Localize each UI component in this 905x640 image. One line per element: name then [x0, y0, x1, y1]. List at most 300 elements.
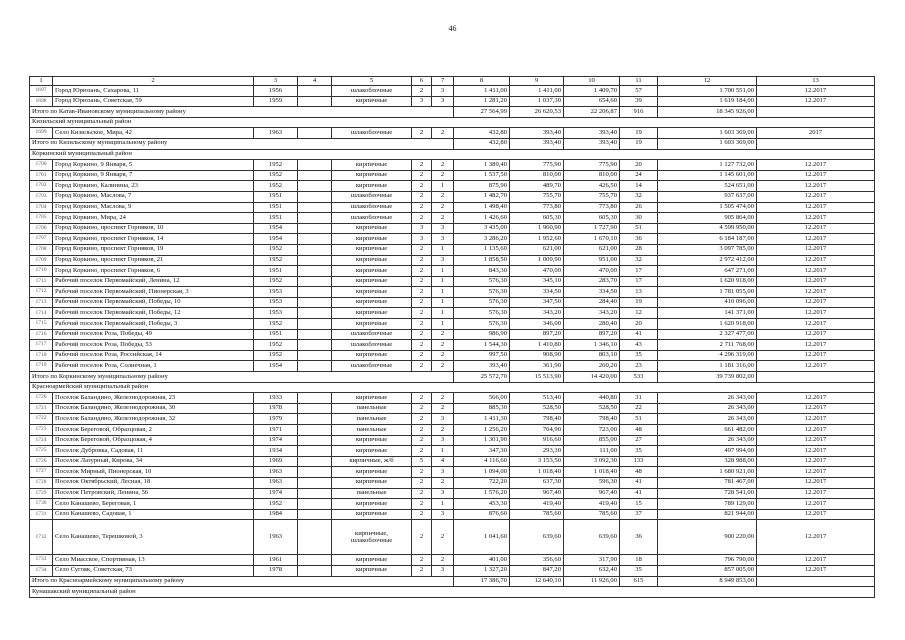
cell-col-10: 393,40: [564, 128, 620, 139]
cell-col-5: кирпичные, ж/б: [332, 456, 412, 467]
table-row: [30, 308, 875, 319]
cell-col-9: 764,90: [510, 425, 564, 436]
cell-col-11: 32: [620, 191, 658, 202]
cell-col-1: 1720: [30, 393, 53, 404]
cell-col-6: 2: [412, 340, 432, 351]
cell-col-8: 843,30: [454, 266, 510, 277]
cell-col-9: 361,90: [510, 361, 564, 372]
cell-col-11: 17: [620, 276, 658, 287]
total-cell-13: [757, 107, 875, 118]
cell-col-2: Село Кизильское, Мира, 42: [53, 128, 254, 139]
cell-col-9: 605,30: [510, 213, 564, 224]
cell-col-5: панельные: [332, 488, 412, 499]
cell-col-7: 1: [432, 181, 454, 192]
column-number-2: 2: [53, 77, 254, 86]
cell-col-4: [298, 477, 332, 488]
cell-col-5: кирпичные: [332, 96, 412, 107]
cell-col-3: 1951: [254, 202, 298, 213]
cell-col-8: 986,90: [454, 329, 510, 340]
cell-col-5: кирпичные: [332, 446, 412, 457]
cell-col-1: 1719: [30, 361, 53, 372]
column-number-4: 4: [298, 77, 332, 86]
cell-col-7: 3: [432, 488, 454, 499]
cell-col-10: 798,40: [564, 414, 620, 425]
cell-col-10: 1 346,10: [564, 340, 620, 351]
cell-col-3: 1961: [254, 555, 298, 566]
cell-col-13: 12.2017: [757, 266, 875, 277]
cell-col-6: 2: [412, 350, 432, 361]
total-cell-8: 17 386,70: [454, 576, 510, 587]
cell-col-11: 15: [620, 499, 658, 510]
cell-col-8: 1 576,20: [454, 488, 510, 499]
cell-col-13: 12.2017: [757, 565, 875, 576]
cell-col-1: 1729: [30, 488, 53, 499]
total-cell-10: 14 420,00: [564, 372, 620, 383]
cell-col-3: 1959: [254, 96, 298, 107]
total-cell-12: 8 949 853,00: [658, 576, 757, 587]
cell-col-7: 3: [432, 509, 454, 520]
total-cell-11: 615: [620, 576, 658, 587]
cell-col-9: 775,90: [510, 160, 564, 171]
cell-col-7: 2: [432, 329, 454, 340]
district-name: Коркинский муниципальный район: [30, 149, 875, 160]
cell-col-7: 1: [432, 319, 454, 330]
cell-col-11: 22: [620, 403, 658, 414]
cell-col-8: 1 411,00: [454, 86, 510, 97]
cell-col-4: [298, 435, 332, 446]
cell-col-3: 1953: [254, 297, 298, 308]
cell-col-1: 1724: [30, 435, 53, 446]
cell-col-12: 661 482,00: [658, 425, 757, 436]
cell-col-11: 20: [620, 160, 658, 171]
cell-col-7: 1: [432, 287, 454, 298]
cell-col-5: кирпичные: [332, 393, 412, 404]
cell-col-10: 1 018,40: [564, 467, 620, 478]
cell-col-3: 1934: [254, 446, 298, 457]
cell-col-4: [298, 96, 332, 107]
cell-col-6: 2: [412, 467, 432, 478]
cell-col-5: кирпичные: [332, 350, 412, 361]
cell-col-1: 1726: [30, 456, 53, 467]
cell-col-5: шлакоблочные: [332, 213, 412, 224]
cell-col-2: Город Коркино, проспект Горняков, 19: [53, 244, 254, 255]
table-row: [30, 191, 875, 202]
cell-col-5: шлакоблочные: [332, 86, 412, 97]
cell-col-5: кирпичные: [332, 170, 412, 181]
cell-col-13: 12.2017: [757, 350, 875, 361]
cell-col-2: Город Юрюзань, Советская, 59: [53, 96, 254, 107]
cell-col-2: Село Миасское, Спортивная, 13: [53, 555, 254, 566]
cell-col-13: 12.2017: [757, 308, 875, 319]
cell-col-7: 2: [432, 425, 454, 436]
district-total-row: [30, 372, 875, 383]
table-row: [30, 244, 875, 255]
cell-col-6: 2: [412, 499, 432, 510]
cell-col-11: 14: [620, 181, 658, 192]
cell-col-5: кирпичные: [332, 499, 412, 510]
cell-col-10: 639,60: [564, 520, 620, 555]
district-section-row: [30, 117, 875, 128]
cell-col-2: Село Канашево, Терешковой, 3: [53, 520, 254, 555]
cell-col-2: Село Канашево, Береговая, 1: [53, 499, 254, 510]
district-total-row: [30, 576, 875, 587]
column-number-6: 6: [412, 77, 432, 86]
cell-col-11: 35: [620, 350, 658, 361]
cell-col-11: 37: [620, 509, 658, 520]
table-row: [30, 477, 875, 488]
cell-col-3: 1963: [254, 477, 298, 488]
cell-col-7: 1: [432, 297, 454, 308]
cell-col-2: Город Коркино, Маслова, 9: [53, 202, 254, 213]
cell-col-6: 2: [412, 425, 432, 436]
cell-col-8: 1 135,60: [454, 244, 510, 255]
cell-col-3: 1974: [254, 488, 298, 499]
total-cell-9: 12 640,10: [510, 576, 564, 587]
cell-col-5: кирпичные: [332, 467, 412, 478]
cell-col-4: [298, 234, 332, 245]
cell-col-1: 1722: [30, 414, 53, 425]
cell-col-5: кирпичные: [332, 255, 412, 266]
cell-col-6: 2: [412, 276, 432, 287]
cell-col-3: 1963: [254, 520, 298, 555]
cell-col-1: 1733: [30, 555, 53, 566]
cell-col-3: 1952: [254, 255, 298, 266]
cell-col-13: 12.2017: [757, 555, 875, 566]
column-number-5: 5: [332, 77, 412, 86]
cell-col-9: 513,40: [510, 393, 564, 404]
cell-col-10: 111,00: [564, 446, 620, 457]
cell-col-7: 2: [432, 191, 454, 202]
cell-col-9: 1 410,80: [510, 340, 564, 351]
cell-col-13: 12.2017: [757, 509, 875, 520]
total-cell-10: 11 926,00: [564, 576, 620, 587]
cell-col-8: 876,60: [454, 509, 510, 520]
cell-col-11: 41: [620, 477, 658, 488]
cell-col-3: 1952: [254, 350, 298, 361]
cell-col-10: 723,00: [564, 425, 620, 436]
cell-col-3: 1979: [254, 414, 298, 425]
cell-col-12: 141 371,00: [658, 308, 757, 319]
cell-col-7: 1: [432, 446, 454, 457]
cell-col-4: [298, 361, 332, 372]
cell-col-12: 410 096,00: [658, 297, 757, 308]
column-number-7: 7: [432, 77, 454, 86]
cell-col-6: 3: [412, 234, 432, 245]
cell-col-11: 48: [620, 425, 658, 436]
cell-col-12: 905 864,00: [658, 213, 757, 224]
cell-col-2: Поселок Петровский, Ленина, 56: [53, 488, 254, 499]
cell-col-8: 4 116,60: [454, 456, 510, 467]
cell-col-9: 755,70: [510, 191, 564, 202]
cell-col-7: 2: [432, 170, 454, 181]
cell-col-10: 334,50: [564, 287, 620, 298]
total-cell-11: 533: [620, 372, 658, 383]
cell-col-6: 2: [412, 361, 432, 372]
cell-col-2: Город Коркино, проспект Горняков, 6: [53, 266, 254, 277]
cell-col-4: [298, 456, 332, 467]
cell-col-6: 2: [412, 244, 432, 255]
cell-col-3: 1952: [254, 160, 298, 171]
cell-col-6: 2: [412, 170, 432, 181]
cell-col-6: 2: [412, 287, 432, 298]
table-row: [30, 488, 875, 499]
cell-col-10: 785,60: [564, 509, 620, 520]
cell-col-8: 1 041,60: [454, 520, 510, 555]
cell-col-2: Поселок Лазурный, Кирова, 34: [53, 456, 254, 467]
cell-col-13: 12.2017: [757, 287, 875, 298]
table-row: [30, 555, 875, 566]
cell-col-4: [298, 287, 332, 298]
cell-col-10: 967,40: [564, 488, 620, 499]
cell-col-12: 1 505 474,00: [658, 202, 757, 213]
cell-col-7: 2: [432, 361, 454, 372]
cell-col-1: 1717: [30, 340, 53, 351]
cell-col-4: [298, 414, 332, 425]
cell-col-4: [298, 223, 332, 234]
cell-col-10: 470,00: [564, 266, 620, 277]
cell-col-10: 1 670,10: [564, 234, 620, 245]
table-row: [30, 234, 875, 245]
table-body: [30, 77, 875, 598]
cell-col-12: 2 972 412,00: [658, 255, 757, 266]
table-row: [30, 467, 875, 478]
cell-col-4: [298, 170, 332, 181]
cell-col-12: 1 781 055,00: [658, 287, 757, 298]
cell-col-7: 2: [432, 520, 454, 555]
table-row: [30, 329, 875, 340]
cell-col-8: 393,40: [454, 361, 510, 372]
table-row: [30, 414, 875, 425]
cell-col-6: 2: [412, 509, 432, 520]
cell-col-3: 1954: [254, 223, 298, 234]
cell-col-1: 1709: [30, 255, 53, 266]
table-row: [30, 435, 875, 446]
cell-col-11: 36: [620, 234, 658, 245]
cell-col-8: 722,20: [454, 477, 510, 488]
cell-col-1: 1703: [30, 191, 53, 202]
cell-col-6: 2: [412, 565, 432, 576]
cell-col-12: 26 343,00: [658, 414, 757, 425]
cell-col-9: 798,40: [510, 414, 564, 425]
cell-col-3: 1952: [254, 319, 298, 330]
cell-col-12: 821 944,00: [658, 509, 757, 520]
cell-col-9: 343,20: [510, 308, 564, 319]
cell-col-2: Рабочий поселок Роза, Победы, 49: [53, 329, 254, 340]
cell-col-8: 453,30: [454, 499, 510, 510]
cell-col-10: 280,40: [564, 319, 620, 330]
cell-col-13: 2017: [757, 128, 875, 139]
cell-col-3: 1963: [254, 467, 298, 478]
cell-col-10: 283,70: [564, 276, 620, 287]
cell-col-12: 4 296 319,00: [658, 350, 757, 361]
table-row: [30, 456, 875, 467]
cell-col-11: 13: [620, 287, 658, 298]
table-row: [30, 565, 875, 576]
cell-col-4: [298, 213, 332, 224]
cell-col-5: шлакоблочные: [332, 128, 412, 139]
cell-col-10: 419,40: [564, 499, 620, 510]
cell-col-7: 3: [432, 414, 454, 425]
cell-col-7: 3: [432, 86, 454, 97]
table-row: [30, 425, 875, 436]
cell-col-6: 3: [412, 223, 432, 234]
table-row: [30, 128, 875, 139]
cell-col-1: 1712: [30, 287, 53, 298]
cell-col-6: 2: [412, 477, 432, 488]
cell-col-8: 566,00: [454, 393, 510, 404]
cell-col-10: 596,30: [564, 477, 620, 488]
cell-col-2: Поселок Дубровка, Садовая, 11: [53, 446, 254, 457]
cell-col-6: 2: [412, 266, 432, 277]
cell-col-1: 1698: [30, 96, 53, 107]
cell-col-7: 2: [432, 403, 454, 414]
cell-col-10: 775,90: [564, 160, 620, 171]
cell-col-7: 2: [432, 340, 454, 351]
cell-col-9: 3 153,50: [510, 456, 564, 467]
cell-col-8: 3 435,00: [454, 223, 510, 234]
cell-col-7: 2: [432, 393, 454, 404]
cell-col-10: 260,20: [564, 361, 620, 372]
cell-col-10: 1 409,70: [564, 86, 620, 97]
cell-col-9: 293,30: [510, 446, 564, 457]
cell-col-13: 12.2017: [757, 244, 875, 255]
cell-col-6: 2: [412, 393, 432, 404]
cell-col-13: 12.2017: [757, 191, 875, 202]
column-number-3: 3: [254, 77, 298, 86]
cell-col-7: 1: [432, 308, 454, 319]
cell-col-5: кирпичные: [332, 287, 412, 298]
cell-col-6: 2: [412, 255, 432, 266]
cell-col-4: [298, 403, 332, 414]
cell-col-3: 1952: [254, 276, 298, 287]
cell-col-5: кирпичные: [332, 266, 412, 277]
cell-col-6: 5: [412, 456, 432, 467]
cell-col-2: Город Коркино, 9 Января, 7: [53, 170, 254, 181]
table-row: [30, 202, 875, 213]
cell-col-1: 1725: [30, 446, 53, 457]
cell-col-9: 1 411,00: [510, 86, 564, 97]
cell-col-8: 1 482,70: [454, 191, 510, 202]
cell-col-10: 440,80: [564, 393, 620, 404]
cell-col-3: 1956: [254, 86, 298, 97]
cell-col-12: 2 327 477,00: [658, 329, 757, 340]
cell-col-1: 1734: [30, 565, 53, 576]
total-cell-13: [757, 138, 875, 149]
total-cell-12: 39 739 802,00: [658, 372, 757, 383]
cell-col-10: 855,00: [564, 435, 620, 446]
cell-col-10: 632,40: [564, 565, 620, 576]
cell-col-2: Рабочий поселок Роза, Российская, 14: [53, 350, 254, 361]
cell-col-2: Село Канашево, Садовая, 1: [53, 509, 254, 520]
cell-col-12: 26 343,00: [658, 393, 757, 404]
cell-col-13: 12.2017: [757, 499, 875, 510]
cell-col-4: [298, 520, 332, 555]
cell-col-1: 1710: [30, 266, 53, 277]
district-total-row: [30, 107, 875, 118]
cell-col-9: 637,30: [510, 477, 564, 488]
cell-col-4: [298, 467, 332, 478]
cell-col-4: [298, 276, 332, 287]
cell-col-1: 1708: [30, 244, 53, 255]
cell-col-7: 2: [432, 160, 454, 171]
table-row: [30, 223, 875, 234]
cell-col-4: [298, 191, 332, 202]
cell-col-9: 847,20: [510, 565, 564, 576]
cell-col-13: 12.2017: [757, 170, 875, 181]
cell-col-6: 2: [412, 414, 432, 425]
cell-col-11: 51: [620, 414, 658, 425]
total-cell-12: 1 603 369,00: [658, 138, 757, 149]
cell-col-13: 12.2017: [757, 425, 875, 436]
cell-col-5: шлакоблочные: [332, 191, 412, 202]
cell-col-7: 4: [432, 456, 454, 467]
cell-col-4: [298, 499, 332, 510]
cell-col-8: 1 327,20: [454, 565, 510, 576]
cell-col-5: панельные: [332, 403, 412, 414]
cell-col-10: 951,00: [564, 255, 620, 266]
cell-col-5: кирпичные: [332, 555, 412, 566]
cell-col-5: шлакоблочные: [332, 361, 412, 372]
cell-col-9: 346,00: [510, 319, 564, 330]
cell-col-5: кирпичные: [332, 509, 412, 520]
cell-col-11: 36: [620, 520, 658, 555]
cell-col-1: 1730: [30, 499, 53, 510]
cell-col-8: 576,30: [454, 287, 510, 298]
table-row: [30, 446, 875, 457]
cell-col-3: 1952: [254, 499, 298, 510]
cell-col-10: 654,60: [564, 96, 620, 107]
cell-col-12: 26 343,00: [658, 435, 757, 446]
cell-col-5: шлакоблочные: [332, 329, 412, 340]
table-row: [30, 160, 875, 171]
total-cell-8: 432,80: [454, 138, 510, 149]
total-cell-8: 25 572,70: [454, 372, 510, 383]
cell-col-5: кирпичные: [332, 223, 412, 234]
cell-col-4: [298, 319, 332, 330]
cell-col-12: 796 790,00: [658, 555, 757, 566]
cell-col-11: 17: [620, 266, 658, 277]
cell-col-13: 12.2017: [757, 202, 875, 213]
cell-col-12: 1 620 918,00: [658, 276, 757, 287]
cell-col-8: 1 281,20: [454, 96, 510, 107]
cell-col-8: 1 389,40: [454, 160, 510, 171]
cell-col-11: 31: [620, 393, 658, 404]
table-row: [30, 393, 875, 404]
cell-col-8: 1 411,30: [454, 414, 510, 425]
cell-col-8: 401,00: [454, 555, 510, 566]
table-row: [30, 520, 875, 555]
cell-col-4: [298, 266, 332, 277]
cell-col-8: 432,80: [454, 128, 510, 139]
cell-col-13: 12.2017: [757, 456, 875, 467]
cell-col-4: [298, 555, 332, 566]
cell-col-4: [298, 565, 332, 576]
cell-col-5: кирпичные: [332, 276, 412, 287]
cell-col-9: 785,60: [510, 509, 564, 520]
cell-col-9: 810,00: [510, 170, 564, 181]
cell-col-6: 2: [412, 160, 432, 171]
cell-col-13: 12.2017: [757, 477, 875, 488]
cell-col-5: кирпичные: [332, 308, 412, 319]
cell-col-1: 1732: [30, 520, 53, 555]
cell-col-8: 1 858,50: [454, 255, 510, 266]
cell-col-8: 1 544,30: [454, 340, 510, 351]
cell-col-1: 1713: [30, 297, 53, 308]
cell-col-4: [298, 350, 332, 361]
cell-col-2: Город Коркино, Маслова, 7: [53, 191, 254, 202]
cell-col-2: Рабочий поселок Первомайский, Победы, 10: [53, 297, 254, 308]
cell-col-11: 30: [620, 213, 658, 224]
